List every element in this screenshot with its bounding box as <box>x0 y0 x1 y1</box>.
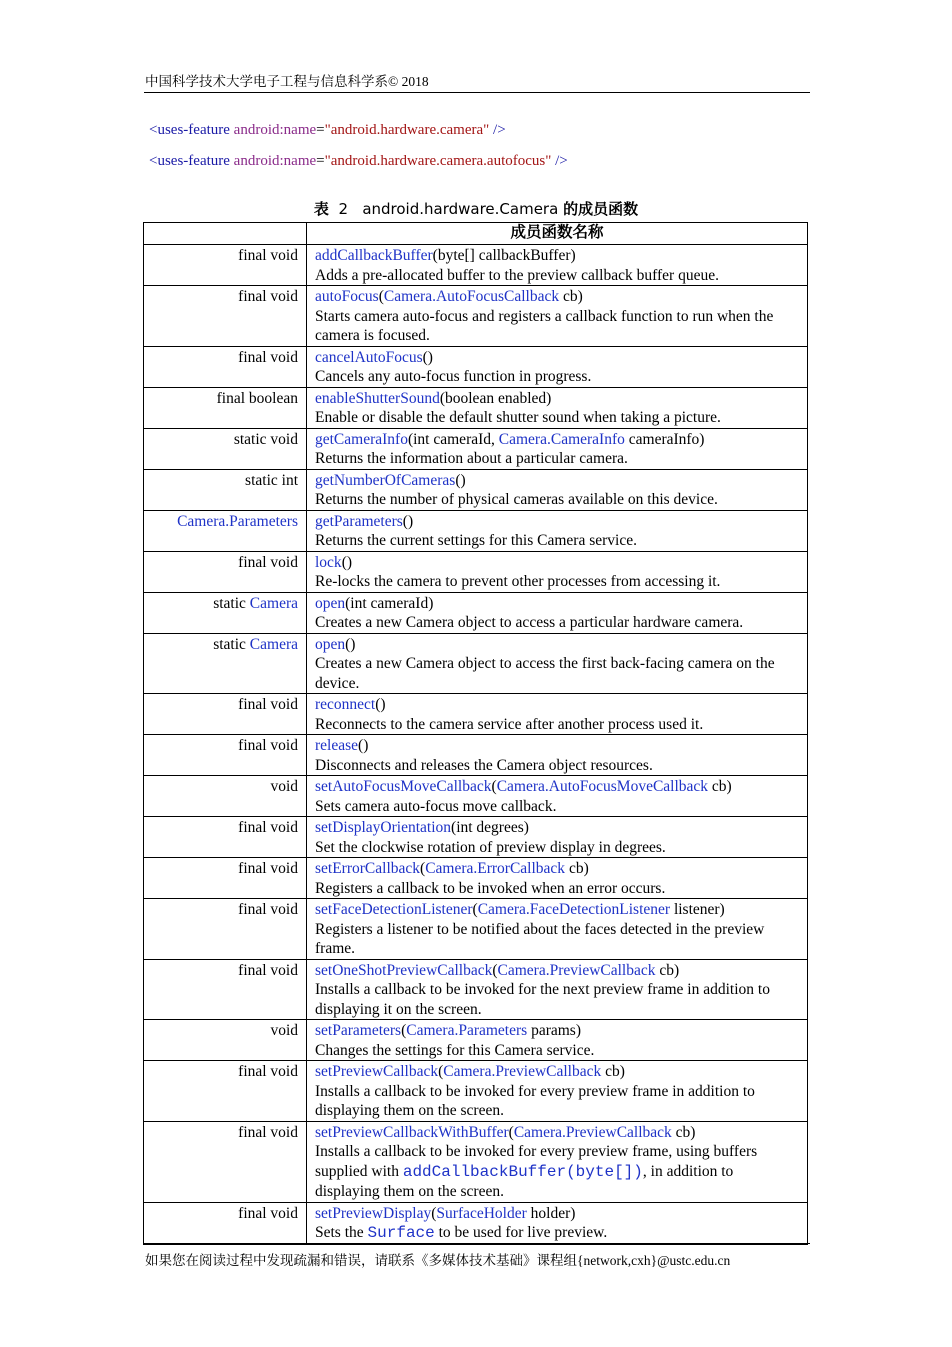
table-row <box>144 469 808 510</box>
method-description <box>315 1041 801 1061</box>
signature-text: ( <box>431 1204 437 1222</box>
method-cell <box>307 428 808 469</box>
description-text: Set the clockwise rotation of preview display in degrees. <box>315 838 666 856</box>
method-link[interactable]: Camera.FaceDetectionListener <box>477 901 671 918</box>
method-cell <box>307 387 808 428</box>
code-line-1 <box>149 122 506 139</box>
return-type-text: final void <box>238 819 298 836</box>
return-type-cell <box>144 899 307 960</box>
return-type-cell <box>144 959 307 1020</box>
method-link[interactable]: setPreviewDisplay <box>315 1204 432 1222</box>
method-signature <box>315 635 801 655</box>
method-description <box>315 715 801 735</box>
signature-text: cb) <box>655 961 680 979</box>
method-cell <box>307 858 808 899</box>
method-description <box>315 613 801 633</box>
caption-suffix: 的成员函数 <box>563 200 639 218</box>
signature-text: params) <box>527 1022 581 1039</box>
signature-text: () <box>402 512 414 530</box>
description-text: , in addition to displaying them on the screen. <box>315 1162 734 1200</box>
method-cell <box>307 245 808 286</box>
return-type-text: final void <box>238 961 298 979</box>
method-link[interactable]: Camera.PreviewCallback <box>513 1123 672 1141</box>
table-row <box>144 959 808 1020</box>
return-type-text: final void <box>238 1063 298 1080</box>
signature-text: ( <box>508 1123 514 1141</box>
method-signature <box>315 736 801 756</box>
return-type-cell <box>144 694 307 735</box>
method-signature <box>315 1123 801 1143</box>
method-link[interactable]: Camera.AutoFocusMoveCallback <box>496 778 709 795</box>
method-signature <box>315 695 801 715</box>
method-link[interactable]: Camera.AutoFocusCallback <box>383 288 560 305</box>
method-link[interactable]: setDisplayOrientation <box>315 819 452 836</box>
signature-text: ( <box>438 1063 444 1080</box>
return-type-cell <box>144 387 307 428</box>
xml-attr: android:name <box>233 153 317 169</box>
method-signature <box>315 430 801 450</box>
caption-prefix: 表 <box>313 200 329 218</box>
method-signature <box>315 553 801 573</box>
table-row <box>144 428 808 469</box>
table-caption <box>0 198 952 219</box>
xml-eq: = <box>316 122 325 138</box>
method-cell <box>307 1202 808 1244</box>
method-cell <box>307 735 808 776</box>
return-type-cell <box>144 817 307 858</box>
method-link[interactable]: Camera.CameraInfo <box>498 430 625 448</box>
xml-attr: android:name <box>233 122 317 138</box>
return-type-cell <box>144 1121 307 1202</box>
method-link[interactable]: getCameraInfo <box>315 430 408 448</box>
method-link[interactable]: setParameters <box>315 1022 402 1039</box>
return-type-cell <box>144 346 307 387</box>
method-signature <box>315 389 801 409</box>
method-signature <box>315 859 801 879</box>
xml-tag-open: <uses-feature <box>149 122 234 138</box>
return-type-text: static void <box>233 430 298 448</box>
signature-text: () <box>455 471 466 489</box>
table-row <box>144 1020 808 1061</box>
method-description <box>315 1223 801 1244</box>
method-cell <box>307 346 808 387</box>
signature-text: () <box>341 553 353 571</box>
method-link[interactable]: setPreviewCallback <box>315 1063 439 1080</box>
xml-tag-close: /> <box>551 153 568 169</box>
description-text: Installs a callback to be invoked for the next preview frame in addition to displaying it on the screen. <box>315 981 770 1018</box>
table-row <box>144 551 808 592</box>
description-text: Sets the <box>315 1224 368 1241</box>
method-link[interactable]: lock <box>315 553 342 571</box>
method-description <box>315 1142 801 1202</box>
method-signature <box>315 1204 801 1224</box>
description-text: Returns the current settings for this Camera service. <box>315 532 637 549</box>
return-type-cell <box>144 286 307 347</box>
description-text: Reconnects to the camera service after another process used it. <box>315 715 704 733</box>
return-type-text: static int <box>245 471 298 489</box>
return-type-cell <box>144 510 307 551</box>
description-text: Registers a callback to be invoked when an error occurs. <box>315 879 666 897</box>
signature-text: (boolean enabled) <box>439 389 552 407</box>
method-cell <box>307 959 808 1020</box>
description-text: Creates a new Camera object to access the first back-facing camera on the device. <box>315 655 775 692</box>
method-cell <box>307 1020 808 1061</box>
method-description <box>315 920 801 959</box>
return-type-text: final boolean <box>216 389 298 407</box>
table-row <box>144 633 808 694</box>
xml-value: "android.hardware.camera.autofocus" <box>324 153 552 169</box>
method-cell <box>307 286 808 347</box>
type-link[interactable]: Camera <box>249 594 298 612</box>
return-type-cell <box>144 776 307 817</box>
return-type-cell <box>144 1202 307 1244</box>
code-line-2 <box>149 153 568 170</box>
method-signature <box>315 594 801 614</box>
return-type-text: void <box>270 1022 298 1039</box>
table-row <box>144 858 808 899</box>
method-signature <box>315 818 801 838</box>
method-signature <box>315 246 801 266</box>
method-link[interactable]: autoFocus <box>315 288 379 305</box>
method-link[interactable]: getParameters <box>315 512 403 530</box>
table-row <box>144 817 808 858</box>
method-cell <box>307 694 808 735</box>
description-text: Adds a pre-allocated buffer to the preview callback buffer queue. <box>315 266 719 284</box>
return-type-text: final void <box>238 901 298 918</box>
method-description <box>315 654 801 693</box>
description-text: Starts camera auto-focus and registers a callback function to run when the camera is focused. <box>315 307 774 344</box>
signature-text: listener) <box>670 901 725 918</box>
return-type-cell <box>144 551 307 592</box>
signature-text: ( <box>378 288 384 305</box>
method-link[interactable]: Camera.PreviewCallback <box>443 1063 602 1080</box>
method-cell <box>307 469 808 510</box>
return-type-cell <box>144 1061 307 1122</box>
method-signature <box>315 512 801 532</box>
method-link[interactable]: Camera.PreviewCallback <box>497 961 656 979</box>
method-link[interactable]: open <box>315 594 346 612</box>
signature-text: ( <box>492 961 498 979</box>
table-body <box>144 245 808 1245</box>
method-link[interactable]: Camera.ErrorCallback <box>425 860 566 877</box>
method-description <box>315 572 801 592</box>
return-type-text: final void <box>238 288 298 305</box>
footer-rule <box>144 1243 810 1244</box>
method-signature <box>315 287 801 307</box>
table-row <box>144 694 808 735</box>
xml-tag-open: <uses-feature <box>149 153 234 169</box>
signature-text: cb) <box>559 288 583 305</box>
method-signature <box>315 777 801 797</box>
return-type-cell <box>144 1020 307 1061</box>
method-cell <box>307 592 808 633</box>
table-row <box>144 735 808 776</box>
return-type-cell <box>144 428 307 469</box>
method-description <box>315 408 801 428</box>
return-type-text: final void <box>238 1204 298 1222</box>
xml-tag-close: /> <box>489 122 506 138</box>
return-type-cell <box>144 469 307 510</box>
return-type-text: final void <box>238 737 298 754</box>
signature-text: cameraInfo) <box>624 430 705 448</box>
method-cell <box>307 776 808 817</box>
signature-text: () <box>345 635 356 653</box>
page-header: 中国科学技术大学电子工程与信息科学系© 2018 <box>145 74 429 89</box>
camera-methods-table <box>143 222 808 1245</box>
method-link[interactable]: SurfaceHolder <box>436 1204 527 1222</box>
signature-text: cb) <box>601 1063 625 1080</box>
table-row <box>144 1061 808 1122</box>
method-signature <box>315 471 801 491</box>
description-text: Sets camera auto-focus move callback. <box>315 797 557 815</box>
return-type-cell <box>144 735 307 776</box>
table-row <box>144 510 808 551</box>
method-signature <box>315 900 801 920</box>
method-cell <box>307 817 808 858</box>
method-description <box>315 307 801 346</box>
signature-text: (int cameraId, <box>407 430 499 448</box>
method-cell <box>307 510 808 551</box>
description-text: Returns the information about a particular camera. <box>315 450 628 467</box>
description-text: Installs a callback to be invoked for every preview frame, using buffers supplied with <box>315 1143 758 1180</box>
method-link[interactable]: reconnect <box>315 696 376 713</box>
return-type-cell <box>144 858 307 899</box>
table-header-row <box>144 223 808 245</box>
description-text: Re-locks the camera to prevent other processes from accessing it. <box>315 573 721 590</box>
description-text: Disconnects and releases the Camera object resources. <box>315 756 653 774</box>
table-row <box>144 387 808 428</box>
table-row <box>144 776 808 817</box>
method-link[interactable]: getNumberOfCameras <box>315 471 456 489</box>
return-type-text: final void <box>238 696 298 713</box>
signature-text: cb) <box>671 1123 696 1141</box>
table-row <box>144 1202 808 1244</box>
return-type-text: final void <box>238 1123 298 1141</box>
return-type-cell <box>144 633 307 694</box>
caption-number: 2 <box>338 200 348 218</box>
method-description <box>315 980 801 1019</box>
signature-text: (byte[] callbackBuffer) <box>432 247 576 264</box>
method-link[interactable]: addCallbackBuffer <box>315 247 433 264</box>
method-cell <box>307 551 808 592</box>
xml-eq: = <box>316 153 325 169</box>
return-type-text: final void <box>238 348 298 366</box>
method-description <box>315 838 801 858</box>
method-cell <box>307 1121 808 1202</box>
method-description <box>315 367 801 387</box>
method-link[interactable]: setOneShotPreviewCallback <box>315 961 493 979</box>
method-description <box>315 1082 801 1121</box>
method-link[interactable]: setFaceDetectionListener <box>315 901 473 918</box>
return-type-cell <box>144 245 307 286</box>
method-signature <box>315 348 801 368</box>
code-reference: Surface <box>367 1224 435 1242</box>
return-type-text: final void <box>238 553 298 571</box>
type-link[interactable]: Camera <box>249 635 298 653</box>
method-link[interactable]: setAutoFocusMoveCallback <box>315 778 492 795</box>
method-description <box>315 449 801 469</box>
method-description <box>315 490 801 510</box>
return-type-text: void <box>270 778 298 795</box>
return-type-text: static <box>213 594 250 612</box>
method-description <box>315 797 801 817</box>
method-link[interactable]: cancelAutoFocus <box>315 348 423 366</box>
table-row <box>144 245 808 286</box>
signature-text: () <box>375 696 386 713</box>
code-reference: addCallbackBuffer(byte[]) <box>402 1162 643 1181</box>
signature-text: () <box>422 348 433 366</box>
caption-middle: android.hardware.Camera <box>362 200 559 218</box>
description-text: Installs a callback to be invoked for every preview frame in addition to displaying them on the screen. <box>315 1082 755 1119</box>
method-description <box>315 266 801 286</box>
method-link[interactable]: setPreviewCallbackWithBuffer <box>315 1123 509 1141</box>
description-text: Returns the number of physical cameras available on this device. <box>315 491 718 508</box>
description-text: Changes the settings for this Camera service. <box>315 1041 595 1059</box>
method-link[interactable]: open <box>315 635 346 653</box>
table-row <box>144 899 808 960</box>
signature-text: ( <box>472 901 478 918</box>
signature-text: holder) <box>526 1204 576 1222</box>
xml-value: "android.hardware.camera" <box>324 122 490 138</box>
method-link[interactable]: enableShutterSound <box>315 389 440 407</box>
table-row <box>144 346 808 387</box>
method-link[interactable]: setErrorCallback <box>315 860 421 877</box>
signature-text: cb) <box>565 860 589 877</box>
method-cell <box>307 899 808 960</box>
method-cell <box>307 633 808 694</box>
signature-text: (int degrees) <box>451 819 529 836</box>
header-cell-method: 成员函数名称 <box>307 223 808 245</box>
return-type-text: final void <box>238 247 298 264</box>
method-signature <box>315 1062 801 1082</box>
table-row <box>144 1121 808 1202</box>
table-row <box>144 592 808 633</box>
method-link[interactable]: release <box>315 737 359 754</box>
type-link[interactable]: Camera.Parameters <box>177 512 298 530</box>
method-description <box>315 756 801 776</box>
return-type-text: static <box>213 635 250 653</box>
method-cell <box>307 1061 808 1122</box>
signature-text: (int cameraId) <box>345 594 434 612</box>
signature-text: ( <box>420 860 426 877</box>
method-link[interactable]: Camera.Parameters <box>406 1022 528 1039</box>
method-signature <box>315 1021 801 1041</box>
return-type-text: final void <box>238 860 298 877</box>
table-row <box>144 286 808 347</box>
description-text: Cancels any auto-focus function in progress. <box>315 368 592 385</box>
header-rule <box>144 92 810 93</box>
description-text: to be used for live preview. <box>434 1224 608 1241</box>
method-description <box>315 531 801 551</box>
description-text: Enable or disable the default shutter sound when taking a picture. <box>315 409 721 426</box>
method-signature <box>315 961 801 981</box>
method-description <box>315 879 801 899</box>
header-cell-return <box>144 223 307 245</box>
return-type-cell <box>144 592 307 633</box>
signature-text: () <box>358 737 369 754</box>
signature-text: ( <box>401 1022 407 1039</box>
signature-text: cb) <box>708 778 732 795</box>
signature-text: ( <box>491 778 497 795</box>
page-footer: 如果您在阅读过程中发现疏漏和错误，请联系《多媒体技术基础》课程组{network,cxh}@ustc.edu.cn <box>145 1253 731 1268</box>
description-text: Registers a listener to be notified about the faces detected in the preview frame. <box>315 920 765 957</box>
description-text: Creates a new Camera object to access a particular hardware camera. <box>315 614 744 631</box>
